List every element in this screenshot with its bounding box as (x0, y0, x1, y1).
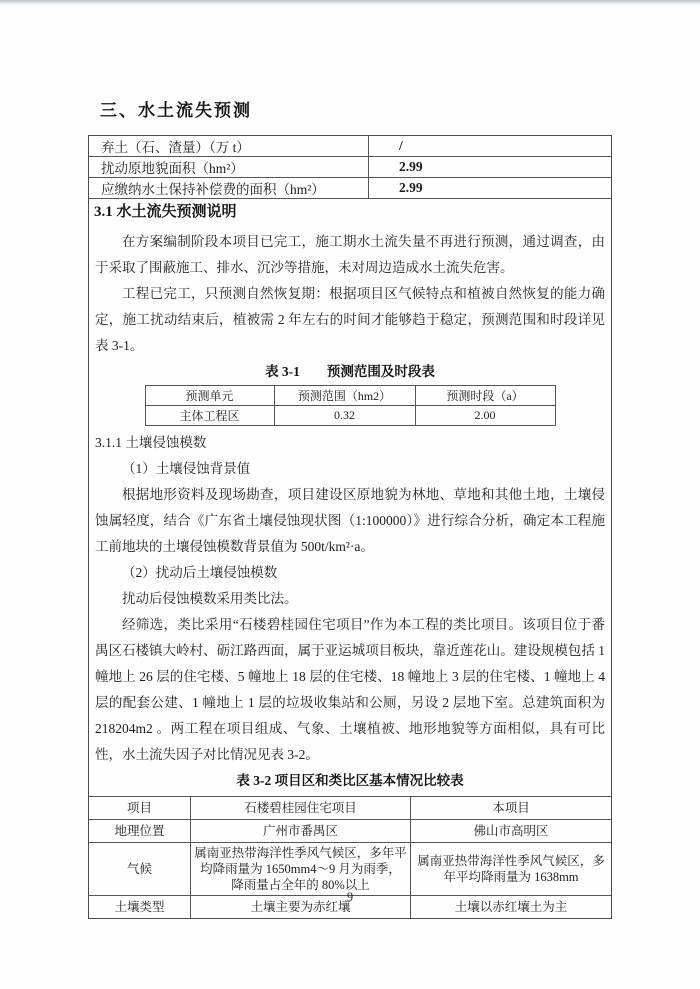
table-row (145, 406, 555, 426)
cell: 属南亚热带海洋性季风气候区，多年平均降雨量为 1638mm (411, 843, 612, 896)
cell: 土壤主要为赤红壤 (191, 896, 411, 919)
column-header: 项目 (89, 797, 191, 820)
summary-row-label: 弃土（石、渣量）（万 t） (89, 136, 369, 157)
column-header: 预测时段（a） (415, 386, 555, 406)
summary-row-value: 2.99 (369, 178, 612, 199)
table-3-1-caption: 表 3-1 预测范围及时段表 (265, 364, 435, 379)
cell: 土壤类型 (89, 896, 191, 919)
cell: 佛山市高明区 (411, 820, 612, 843)
column-header: 石楼碧桂园住宅项目 (191, 797, 411, 820)
summary-row (89, 157, 611, 178)
summary-row (89, 136, 611, 157)
summary-row-label: 扰动原地貌面积（hm²） (89, 157, 369, 178)
content-frame (88, 135, 612, 919)
column-header: 预测单元 (145, 386, 274, 406)
summary-table (89, 136, 611, 199)
summary-row-value: / (369, 136, 612, 157)
summary-row-value: 2.99 (369, 157, 612, 178)
paragraph-3: 根据地形资料及现场勘查，项目建设区原地貌为林地、草地和其他土地，土壤侵蚀属轻度，结合《广东省土壤侵蚀现状图（1:100000）》进行综合分析，确定本工程施工前地块的土壤侵蚀模数背景值为 500t/km²·a。 (95, 487, 605, 554)
summary-row-label: 应缴纳水土保持补偿费的面积（hm²） (89, 178, 369, 199)
cell: 气候 (89, 843, 191, 896)
section-heading: 3.1 水土流失预测说明 (94, 204, 237, 220)
paragraph-4: 扰动后侵蚀模数采用类比法。 (122, 591, 298, 606)
column-header: 本项目 (411, 797, 612, 820)
subsection-heading: 3.1.1 土壤侵蚀模数 (95, 435, 207, 450)
section-body (89, 226, 611, 918)
cell: 2.00 (415, 406, 555, 426)
cell: 广州市番禺区 (191, 820, 411, 843)
scan-top-edge (0, 0, 700, 6)
paragraph-1: 在方案编制阶段本项目已完工，施工期水土流失量不再进行预测，通过调查，由于采取了围蔽施工、排水、沉沙等措施，未对周边造成水土流失危害。 (95, 234, 605, 275)
cell: 土壤以赤红壤土为主 (411, 896, 612, 919)
list-item-2: （2）扰动后土壤侵蚀模数 (122, 565, 278, 580)
page-content (88, 96, 612, 919)
cell: 地理位置 (89, 820, 191, 843)
paragraph-2: 工程已完工，只预测自然恢复期：根据项目区气候特点和植被自然恢复的能力确定，施工扰动结束后，植被需 2 年左右的时间才能够趋于稳定，预测范围和时段详见表 3-1。 (95, 286, 605, 353)
table-3-1-header-row (145, 386, 555, 406)
table-3-2-caption: 表 3-2 项目区和类比区基本情况比较表 (236, 773, 464, 788)
column-header: 预测范围（hm2） (274, 386, 415, 406)
page-number: 9 (346, 890, 354, 904)
table-row (89, 843, 611, 896)
summary-row (89, 178, 611, 199)
table-3-2-header-row (89, 797, 611, 820)
table-3-1 (145, 385, 556, 426)
cell: 0.32 (274, 406, 415, 426)
page-title: 三、水土流失预测 (100, 101, 252, 120)
cell: 属南亚热带海洋性季风气候区，多年平均降雨量为 1650mm4～9 月为雨季，降雨量占全年的 80%以上 (191, 843, 411, 896)
list-item-1: （1）土壤侵蚀背景值 (122, 461, 251, 476)
cell: 主体工程区 (145, 406, 274, 426)
table-row (89, 820, 611, 843)
paragraph-5: 经筛选，类比采用“石楼碧桂园住宅项目”作为本工程的类比项目。该项目位于番禺区石楼镇大岭村、砺江路西面，属于亚运城项目板块，靠近莲花山。建设规模包括 1 幢地上 26 层的住宅楼、5 幢地上 18 层的住宅楼、18 幢地上 3 层的住宅楼、1 幢地上 4 层的配套公建、1 幢地上 1 层的垃圾收集站和公厕，另设 2 层地下室。总建筑面积为 218204m2 。两工程在项目组成、气象、土壤植被、地形地貌等方面相似，具有可比性，水土流失因子对比情况见表 3-2。 (95, 617, 605, 762)
